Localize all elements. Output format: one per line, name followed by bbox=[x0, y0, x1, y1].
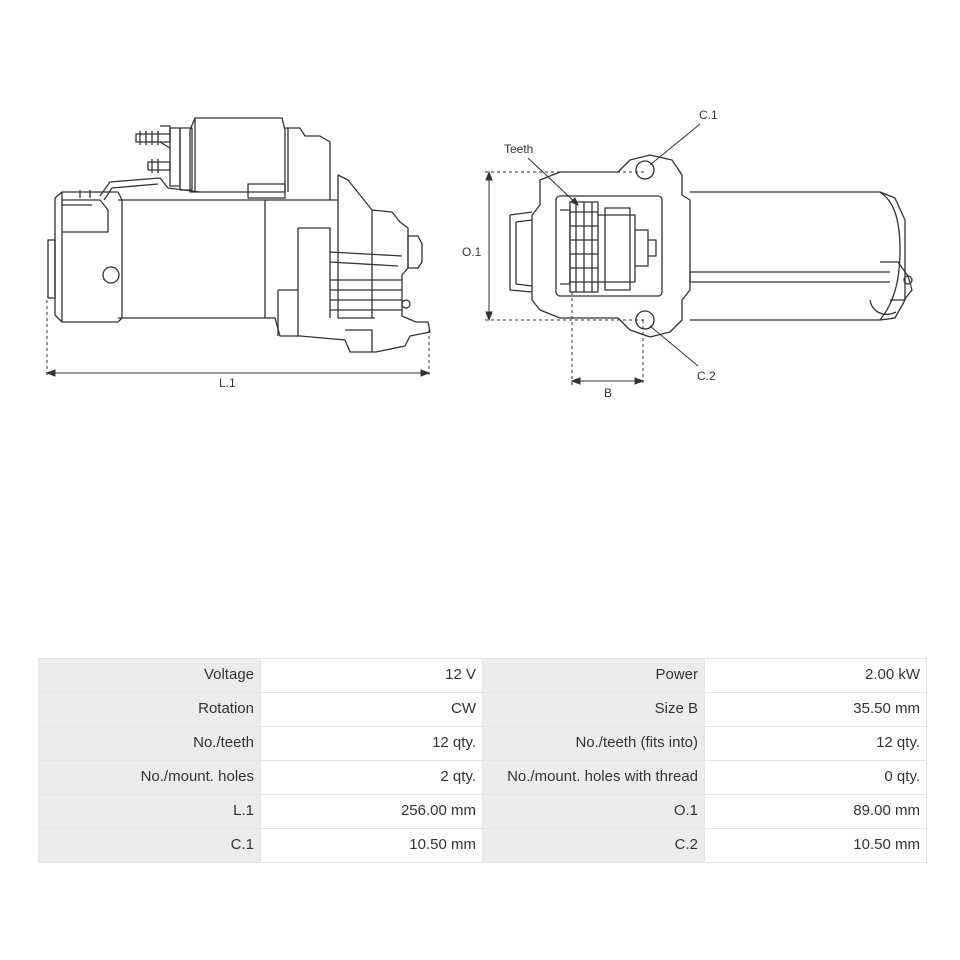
spec-label: Voltage bbox=[39, 659, 261, 693]
spec-label: No./mount. holes bbox=[39, 761, 261, 795]
table-row bbox=[39, 795, 927, 829]
spec-value: 12 V bbox=[261, 659, 483, 693]
spec-value: 256.00 mm bbox=[261, 795, 483, 829]
leader-c1 bbox=[650, 124, 700, 165]
spec-label: Power bbox=[483, 659, 705, 693]
spec-value: 2.00 kW bbox=[705, 659, 927, 693]
spec-label: C.1 bbox=[39, 829, 261, 863]
label-c1: C.1 bbox=[699, 108, 718, 122]
spec-value: 35.50 mm bbox=[705, 693, 927, 727]
spec-value: 12 qty. bbox=[261, 727, 483, 761]
dimension-b bbox=[572, 292, 643, 386]
spec-label: No./mount. holes with thread bbox=[483, 761, 705, 795]
leader-c2 bbox=[650, 326, 698, 366]
spec-label: No./teeth bbox=[39, 727, 261, 761]
spec-label: O.1 bbox=[483, 795, 705, 829]
spec-table bbox=[38, 658, 927, 863]
starter-side-view bbox=[48, 118, 430, 352]
spec-value: 10.50 mm bbox=[261, 829, 483, 863]
technical-drawing bbox=[0, 0, 960, 420]
spec-label: L.1 bbox=[39, 795, 261, 829]
spec-label: Rotation bbox=[39, 693, 261, 727]
spec-value: 0 qty. bbox=[705, 761, 927, 795]
dimension-o1 bbox=[485, 172, 645, 320]
table-row bbox=[39, 693, 927, 727]
starter-front-view bbox=[510, 155, 912, 337]
spec-value: 12 qty. bbox=[705, 727, 927, 761]
spec-value: 89.00 mm bbox=[705, 795, 927, 829]
spec-value: 10.50 mm bbox=[705, 829, 927, 863]
label-c2: C.2 bbox=[697, 369, 716, 383]
label-o1: O.1 bbox=[462, 245, 482, 259]
spec-label: C.2 bbox=[483, 829, 705, 863]
label-teeth: Teeth bbox=[504, 142, 534, 156]
spec-value: 2 qty. bbox=[261, 761, 483, 795]
leader-teeth bbox=[528, 158, 578, 205]
spec-value: CW bbox=[261, 693, 483, 727]
label-b: B bbox=[604, 386, 613, 400]
label-l1: L.1 bbox=[219, 376, 236, 390]
table-row bbox=[39, 829, 927, 863]
spec-label: No./teeth (fits into) bbox=[483, 727, 705, 761]
table-row bbox=[39, 727, 927, 761]
table-row bbox=[39, 761, 927, 795]
table-row bbox=[39, 659, 927, 693]
spec-label: Size B bbox=[483, 693, 705, 727]
